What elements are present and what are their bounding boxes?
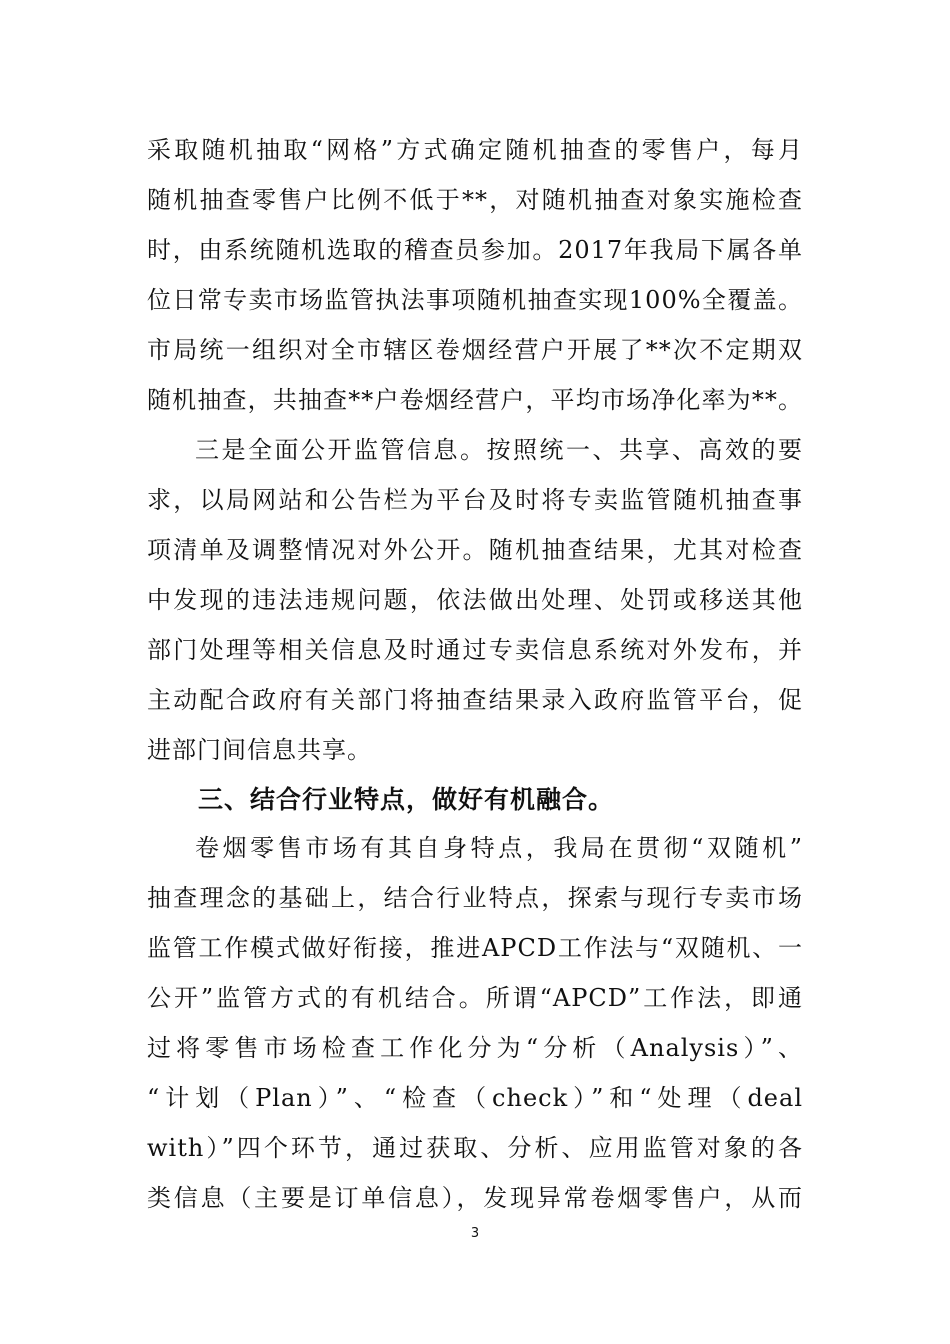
paragraph-2-line-7: 进部门间信息共享。 [147,736,372,764]
paragraph-3-line-8: 类信息（主要是订单信息），发现异常卷烟零售户，从而 [147,1184,803,1212]
paragraph-1-line-5: 市局统一组织对全市辖区卷烟经营户开展了**次不定期双 [147,336,803,364]
paragraph-3-line-4: 公开”监管方式的有机结合。所谓“APCD”工作法，即通 [147,984,803,1012]
paragraph-2-line-6: 主动配合政府有关部门将抽查结果录入政府监管平台，促 [147,686,803,714]
paragraph-3-line-5: 过将零售市场检查工作化分为“分析（Analysis）”、 [147,1034,803,1062]
section-heading: 三、结合行业特点，做好有机融合。 [198,785,615,814]
paragraph-2-line-3: 项清单及调整情况对外公开。随机抽查结果，尤其对检查 [147,536,803,564]
paragraph-1-line-4: 位日常专卖市场监管执法事项随机抽查实现100%全覆盖。 [147,286,803,314]
paragraph-3-line-3: 监管工作模式做好衔接，推进APCD工作法与“双随机、一 [147,934,803,962]
paragraph-2-line-5: 部门处理等相关信息及时通过专卖信息系统对外发布，并 [147,636,803,664]
paragraph-1-line-6: 随机抽查，共抽查**户卷烟经营户，平均市场净化率为**。 [147,386,803,414]
paragraph-2-line-2: 求，以局网站和公告栏为平台及时将专卖监管随机抽查事 [147,486,803,514]
paragraph-2-line-4: 中发现的违法违规问题，依法做出处理、处罚或移送其他 [147,586,803,614]
paragraph-3-line-1: 卷烟零售市场有其自身特点，我局在贯彻“双随机” [195,834,803,862]
paragraph-1-line-2: 随机抽查零售户比例不低于**，对随机抽查对象实施检查 [147,186,803,214]
paragraph-3-line-6: “计划（Plan）”、“检查（check）”和“处理（deal [147,1084,803,1112]
page-number: 3 [470,1226,480,1241]
paragraph-1-line-3: 时，由系统随机选取的稽查员参加。2017年我局下属各单 [147,236,803,264]
paragraph-2-line-1: 三是全面公开监管信息。按照统一、共享、高效的要 [195,436,803,464]
paragraph-1-line-1: 采取随机抽取“网格”方式确定随机抽查的零售户，每月 [147,136,803,164]
paragraph-3-line-2: 抽查理念的基础上，结合行业特点，探索与现行专卖市场 [147,884,803,912]
paragraph-3-line-7: with）”四个环节，通过获取、分析、应用监管对象的各 [147,1134,803,1162]
